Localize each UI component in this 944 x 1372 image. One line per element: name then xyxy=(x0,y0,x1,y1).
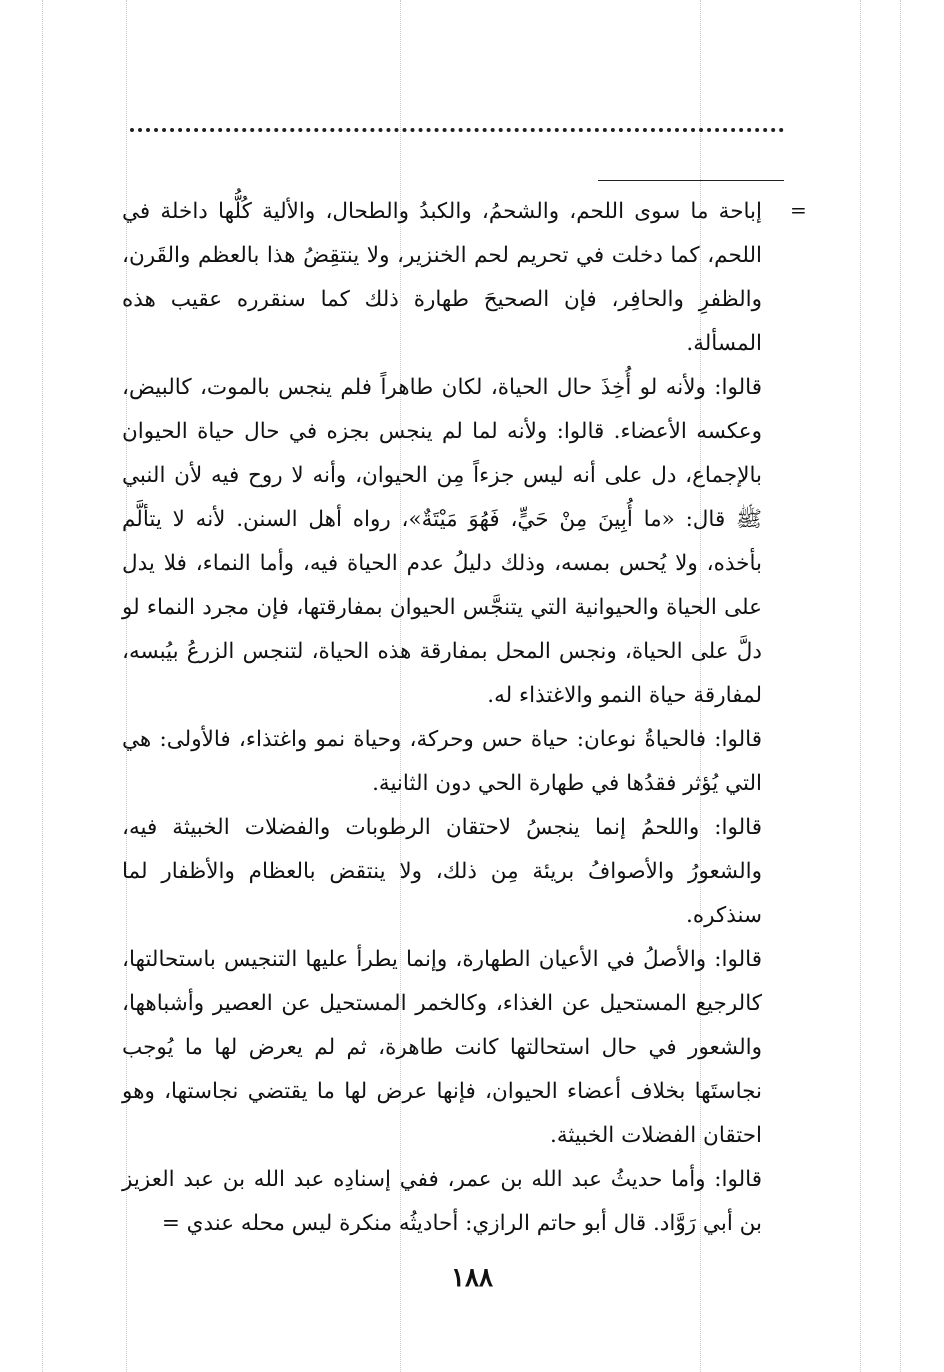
paragraph: قالوا: وأما حديثُ عبد الله بن عمر، ففي إسنادِه عبد الله بن عبد العزيز بن أبي رَوَّاد. قال أبو حاتم الرازي: أحاديثُه منكرة ليس محله عندي = xyxy=(122,1167,762,1236)
paragraph: قالوا: والأصلُ في الأعيان الطهارة، وإنما يطرأ عليها التنجيس باستحالتها، كالرجيع المستحيل عن الغذاء، وكالخمر المستحيل عن العصير وأشباهها، والشعور في حال استحالتها كانت طاهرة، ثم لم يعرض لها ما يُوجب نجاستَها بخلاف أعضاء الحيوان، فإنها عرض لها ما يقتضي نجاستها، وهو احتقان الفضلات الخبيثة. xyxy=(122,947,762,1148)
scan-guide-line xyxy=(42,0,43,1372)
paragraph: قالوا: فالحياةُ نوعان: حياة حس وحركة، وحياة نمو واغتذاء، فالأولى: هي التي يُؤثر فقدُها في طهارة الحي دون الثانية. xyxy=(122,727,762,796)
scan-guide-line xyxy=(900,0,901,1372)
paragraph: إباحة ما سوى اللحم، والشحمُ، والكبدُ والطحال، والألية كُلُّها داخلة في اللحم، كما دخلت في تحريم لحم الخنزير، ولا ينتقِضُ هذا بالعظم والقَرن، والظفرِ والحافِر، فإن الصحيحَ طهارة ذلك كما سنقرره عقيب هذه المسألة. xyxy=(122,199,762,356)
paragraph: قالوا: ولأنه لو أُخِذَ حال الحياة، لكان طاهراً فلم ينجس بالموت، كالبيض، وعكسه الأعضاء. قالوا: ولأنه لما لم ينجس بجزه في حال حياة الحيوان بالإجماع، دل على أنه ليس جزءاً مِن الحيوان، وأنه لا روح فيه لأن النبي ﷺ قال: «ما أُبِينَ مِنْ حَيٍّ، فَهُوَ مَيْتَةٌ»، رواه أهل السنن. لأنه لا يتألَّم بأخذه، ولا يُحس بمسه، وذلك دليلُ عدم الحياة فيه، وأما النماء، فلا يدل على الحياة والحيوانية التي يتنجَّس الحيوان بمفارقتها، فإن مجرد النماء لو دلَّ على الحياة، ونجس المحل بمفارقة هذه الحياة، لتنجس الزرعُ بيُبسه، لمفارقة حياة النمو والاغتذاء له. xyxy=(122,375,762,708)
footnote-continuation-marker: = xyxy=(790,198,807,222)
footnote-separator-rule xyxy=(598,180,784,181)
paragraph: قالوا: واللحمُ إنما ينجسُ لاحتقان الرطوبات والفضلات الخبيثة فيه، والشعورُ والأصوافُ بريئة مِن ذلك، ولا ينتقض بالعظام والأظفار لما سنذكره. xyxy=(122,815,762,928)
header-dotted-rule xyxy=(130,128,784,132)
footnote-text-block xyxy=(122,190,762,1246)
page-number: ١٨٨ xyxy=(451,1263,493,1293)
scan-guide-line xyxy=(860,0,861,1372)
